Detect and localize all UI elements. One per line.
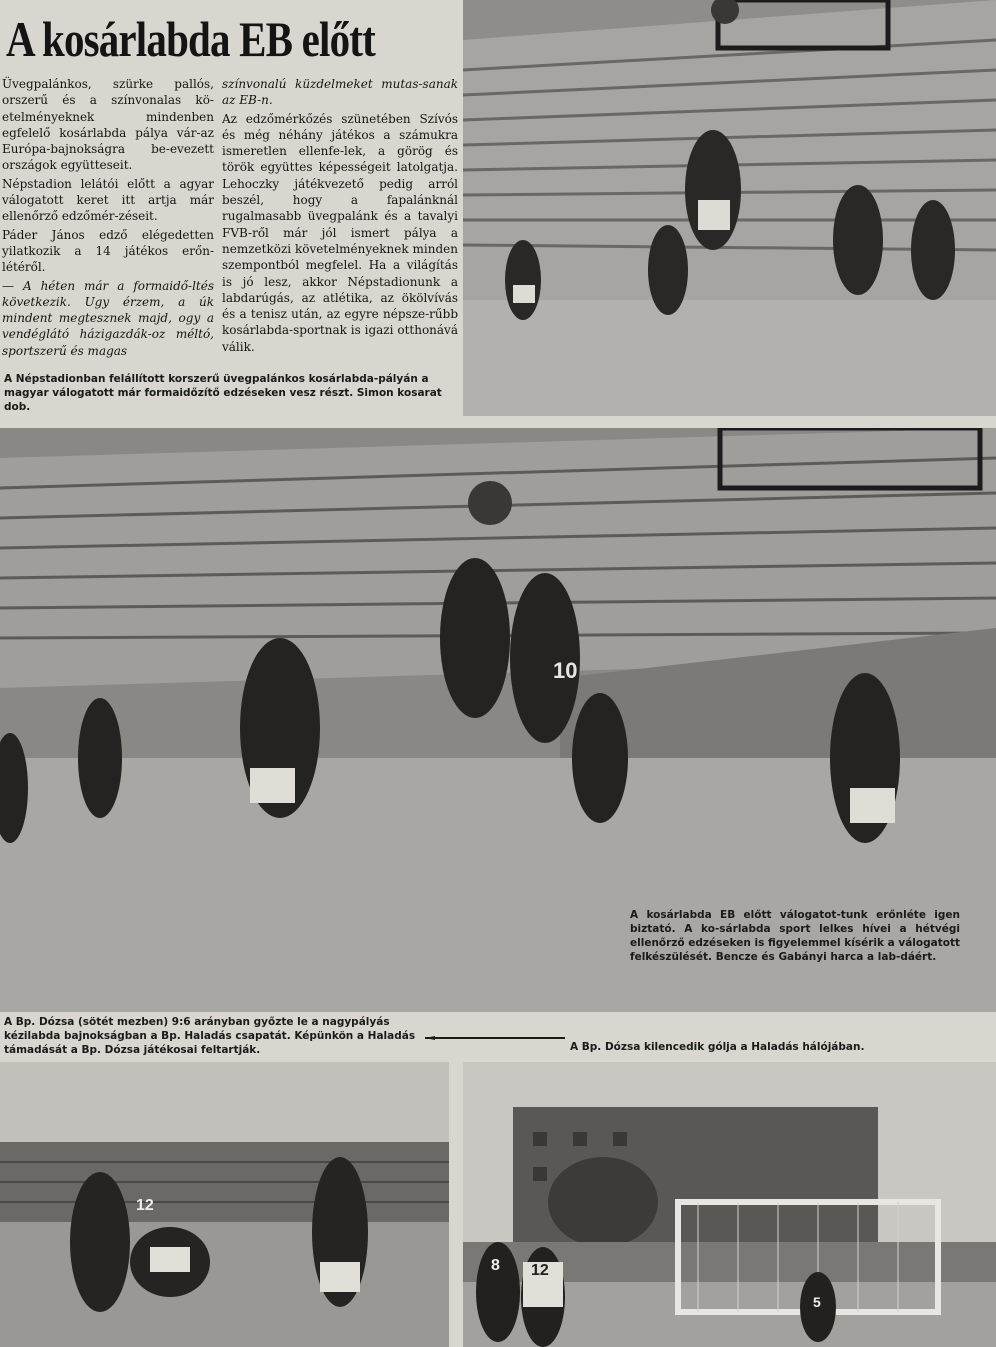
- caption-basketball-training: A Népstadionban felállított korszerű üvegpalánkos kosárlabda-pályán a magyar válogatott már formaidőzítő edzéseken vesz részt. Simon kosarat dob.: [4, 373, 442, 413]
- photo-basketball-training-illustration: [463, 0, 996, 416]
- article-paragraph: Az edzőmérkőzés szünetében Szívós és még néhány játékos a számukra ismeretlen ellenfe-lek, a görög és török együttes képességeit latolgatja. Lehoczky játékvezető pedig arról beszél, hogy a fapalánknál rugalmasabb üvegpalánk és a tavalyi FVB-ről már jól ismert pálya a nemzetközi követelményeknek minden szempontból megfelel. Ha a világítás is jó lesz, akkor Népstadionunk a labdarúgás, az atlétika, az ökölvívás és a tenisz után, az egyre népsze-rűbb kosárlabda-sportnak is igazi otthonává válik.: [222, 111, 458, 354]
- basketball: [468, 481, 512, 525]
- jersey-number: 12: [531, 1262, 549, 1279]
- jersey-number: 10: [553, 658, 578, 683]
- caption-basketball-duel: A kosárlabda EB előtt válogatot-tunk erőnléte igen biztató. A ko-sárlabda sport lelkes hívei a hétvégi ellenőrző edzéseken is figyelemmel kísérik a válogatott felkészülését. Bencze és Gabányi harca a lab-dáért.: [630, 909, 960, 963]
- article-paragraph: Üvegpalánkos, szürke pallós, orszerű és a színvonalas kö-etelményeknek mindenben egfelelő kosárlabda pálya vár-az Európa-bajnokságra be-evezett országok együtteseit.: [2, 77, 214, 173]
- article-column-1: [2, 76, 214, 361]
- jersey-number: 8: [491, 1257, 500, 1274]
- caption-handball-match: A Bp. Dózsa (sötét mezben) 9:6 arányban győzte le a nagypályás kézilabda bajnokságban a Bp. Haladás csapatát. Képünkön a Haladás támadását a Bp. Dózsa játékosai feltartják.: [4, 1016, 416, 1056]
- jersey-number: 12: [136, 1197, 154, 1214]
- photo-handball-goal: [463, 1062, 996, 1347]
- article-paragraph: Páder János edző elégedetten yilatkozik a 14 játékos erőn-létéről.: [2, 227, 214, 275]
- photo-handball-attack-illustration: [0, 1062, 449, 1347]
- caption-handball-goal: A Bp. Dózsa kilencedik gólja a Haladás hálójában.: [570, 1041, 865, 1053]
- article-paragraph: színvonalú küzdelmeket mutas-sanak az EB-n.: [222, 77, 458, 108]
- arrow-connector-icon: [425, 1036, 565, 1040]
- photo-handball-attack: [0, 1062, 449, 1347]
- photo-basketball-training: [463, 0, 996, 416]
- jersey-number: 5: [813, 1294, 821, 1310]
- article-paragraph: Népstadion lelátói előtt a agyar válogatott keret itt artja már ellenőrző edzőmér-zéseit.: [2, 176, 214, 224]
- article-paragraph: — A héten már a formaidő-ltés következik. Ugy érzem, a úk mindent megtesznek majd, ogy a vendéglátó házigazdák-oz méltó, sportszerű és magas: [2, 278, 214, 358]
- photo-handball-goal-illustration: [463, 1062, 996, 1347]
- page-title: A kosárlabda EB előtt: [6, 11, 375, 67]
- article-column-2: [222, 76, 458, 357]
